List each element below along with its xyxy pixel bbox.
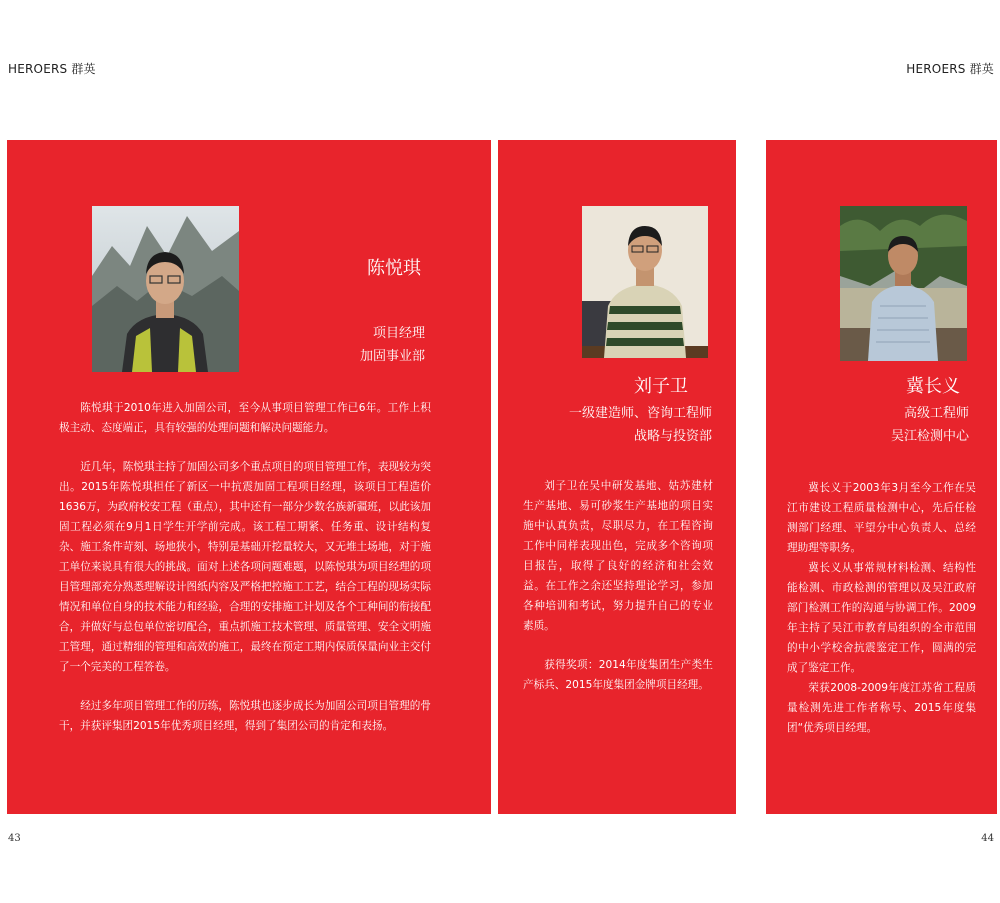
running-header-left: HEROERS 群英 <box>8 62 96 76</box>
profile-title: 一级建造师、咨询工程师 <box>568 406 712 421</box>
bio-paragraph: 荣获2008-2009年度江苏省工程质量检测先进工作者称号、2015年度集团“优秀项目经理。 <box>787 682 976 734</box>
page-number-right: 44 <box>981 833 994 844</box>
profile-title: 高级工程师 <box>903 406 969 421</box>
profile-department: 吴江检测中心 <box>890 429 969 444</box>
bio-paragraph: 陈悦琪于2010年进入加固公司，至今从事项目管理工作已6年。工作上积极主动、态度端正，具有较强的处理问题和解决问题能力。 <box>59 402 431 434</box>
bio-paragraph: 近几年，陈悦琪主持了加固公司多个重点项目的项目管理工作，表现较为突出。2015年陈悦琪担任了新区一中抗震加固工程项目经理，该项目工程造价1636万，为政府校安工程（重点），其中还有一部分少数名族新疆班，以此该加固工程必须在9月1日学生开学前完成。该工程工期紧、任务重、设计结构复杂、施工条件苛刻、场地狭小，特别是基础开挖量较大，又无堆土场地，对于施工单位来说具有很大的挑战。面对上述各项问题难题，以陈悦琪为项目经理的项目管理部充分熟悉理解设计图纸内容及严格把控施工工艺，结合工程的现场实际情况和单位自身的技术能力和经验，合理的安排施工计划及各个工种间的衔接配合，并做好与总包单位密切配合，重点抓施工技术管理、质量管理、安全文明施工管理，通过精细的管理和高效的施工，最终在预定工期内保质保量向业主交付了一个完美的工程答卷。 <box>59 461 431 673</box>
bio-paragraph: 冀长义于2003年3月至今工作在吴江市建设工程质量检测中心，先后任检测部门经理、平望分中心负责人、总经理助理等职务。 <box>787 482 976 554</box>
profile-panel-chen <box>7 140 491 814</box>
profile-name: 冀长义 <box>906 376 960 397</box>
profile-department: 加固事业部 <box>359 349 425 364</box>
page-number-left: 43 <box>8 833 21 844</box>
portrait-photo-chen <box>92 206 239 372</box>
portrait-photo-liu <box>582 206 708 358</box>
bio-paragraph: 冀长义从事常规材料检测、结构性能检测、市政检测的管理以及吴江政府部门检测工作的沟通与协调工作。2009年主持了吴江市教育局组织的全市范围的中小学校舍抗震鉴定工作，圆满的完成了鉴定工作。 <box>787 562 976 674</box>
bio-paragraph: 刘子卫在吴中研发基地、姑苏建材生产基地、易可砂浆生产基地的项目实施中认真负责，尽职尽力，在工程咨询工作中同样表现出色，完成多个咨询项目报告，取得了良好的经济和社会效益。在工作之余还坚持理论学习，参加各种培训和考试，努力提升自己的专业素质。 <box>523 480 713 632</box>
profile-panel-ji <box>766 140 997 814</box>
profile-bio <box>787 478 976 738</box>
bio-paragraph: 经过多年项目管理工作的历练，陈悦琪也逐步成长为加固公司项目管理的骨干，并获评集团2015年优秀项目经理，得到了集团公司的肯定和表扬。 <box>59 700 431 732</box>
profile-name: 刘子卫 <box>634 376 688 397</box>
profile-title: 项目经理 <box>372 326 425 341</box>
bio-paragraph: 获得奖项：2014年度集团生产类生产标兵、2015年度集团金牌项目经理。 <box>523 659 713 691</box>
portrait-photo-ji <box>840 206 967 361</box>
running-header-right: HEROERS 群英 <box>906 62 994 76</box>
profile-name: 陈悦琪 <box>367 258 421 279</box>
profile-panel-liu <box>498 140 736 814</box>
profile-bio <box>59 398 431 736</box>
profile-bio <box>523 476 713 695</box>
profile-department: 战略与投资部 <box>633 429 712 444</box>
